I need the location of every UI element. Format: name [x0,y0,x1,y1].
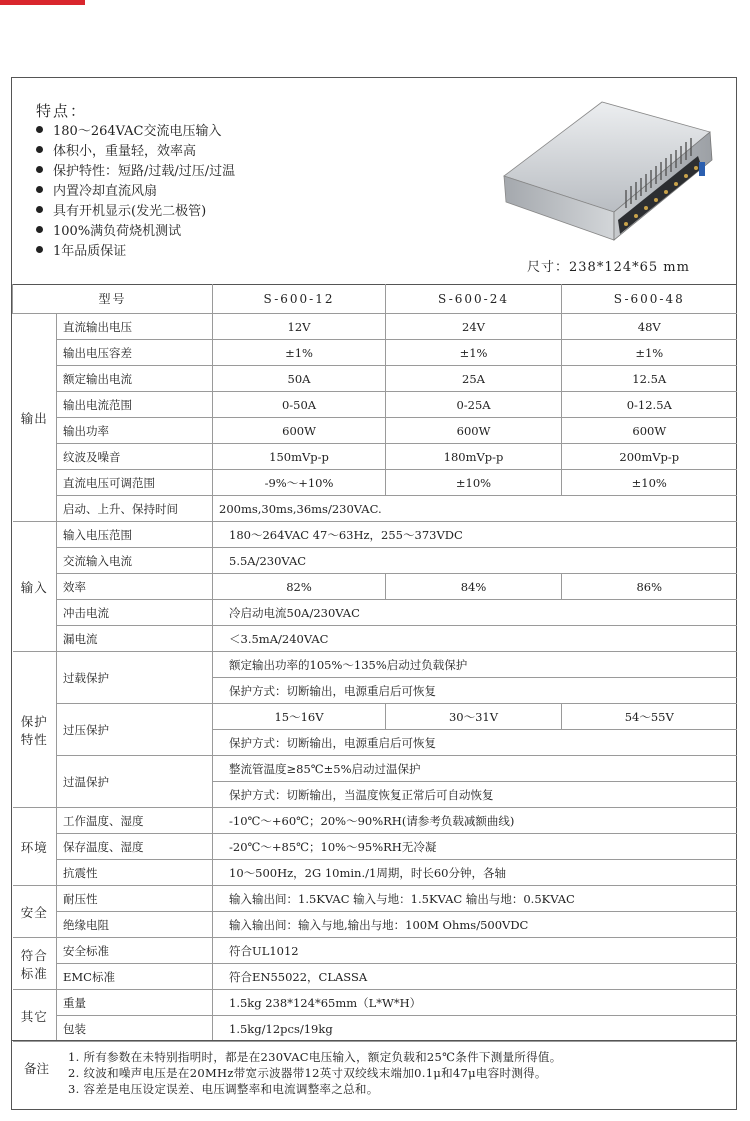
row-label: 工作温度、湿度 [57,808,213,834]
cell-value: ±1% [562,340,737,366]
row-label: 输入电压范围 [57,522,213,548]
table-row [13,496,737,522]
model-name: S-600-48 [562,284,737,314]
table-row [13,938,737,964]
notes-label: 备注 [24,1061,50,1076]
cell-value: 保护方式：切断输出，当温度恢复正常后可自动恢复 [213,782,737,808]
cell-value: 82% [213,574,386,600]
row-label: 交流输入电流 [57,548,213,574]
table-row [13,704,737,730]
row-label: 冲击电流 [57,600,213,626]
cell-value: 86% [562,574,737,600]
cell-value: 200mVp-p [562,444,737,470]
cell-value: 24V [386,314,562,340]
bullet-icon [36,246,43,253]
row-label: 输出电压容差 [57,340,213,366]
feature-item: 保护特性：短路/过载/过压/过温 [36,162,235,182]
row-label: 直流电压可调范围 [57,470,213,496]
table-row [13,600,737,626]
table-row [13,366,737,392]
cell-value: ±10% [562,470,737,496]
spec-table [12,284,737,1042]
cell-value: 冷启动电流50A/230VAC [213,600,737,626]
table-row [13,548,737,574]
cell-value: 25A [386,366,562,392]
model-name: S-600-12 [213,284,386,314]
row-label: 重量 [57,990,213,1016]
bullet-icon [36,206,43,213]
row-label: 额定输出电流 [57,366,213,392]
table-row [13,808,737,834]
cell-value: 10～500Hz，2G 10min./1周期，时长60分钟，各轴 [213,860,737,886]
cell-value: 保护方式：切断输出，电源重启后可恢复 [213,730,737,756]
table-row [13,392,737,418]
features-section [12,78,736,285]
row-label: 安全标准 [57,938,213,964]
bullet-icon [36,146,43,153]
cell-value: ±1% [213,340,386,366]
features-title: 特点： [36,102,88,120]
cell-value: 200ms,30ms,36ms/230VAC. [213,496,737,522]
table-row [13,444,737,470]
cell-value: 50A [213,366,386,392]
bullet-icon [36,166,43,173]
top-accent-strip [0,0,85,5]
group-input: 输入 [13,522,57,652]
group-protection: 保护特性 [13,652,57,808]
row-label: 纹波及噪音 [57,444,213,470]
cell-value: 12.5A [562,366,737,392]
table-row [13,834,737,860]
row-label: 效率 [57,574,213,600]
cell-value: 额定输出功率的105%～135%启动过负载保护 [213,652,737,678]
bullet-icon [36,226,43,233]
cell-value: 符合UL1012 [213,938,737,964]
table-row [13,626,737,652]
table-row [13,574,737,600]
cell-value: 保护方式：切断输出，电源重启后可恢复 [213,678,737,704]
cell-value: 48V [562,314,737,340]
cell-value: 1.5kg/12pcs/19kg [213,1016,737,1042]
cell-value: 0-50A [213,392,386,418]
table-row [13,990,737,1016]
group-compliance: 符合标准 [13,938,57,990]
cell-value: ＜3.5mA/240VAC [213,626,737,652]
cell-value: 12V [213,314,386,340]
feature-item: 具有开机显示(发光二极管) [36,202,235,222]
cell-value: ±10% [386,470,562,496]
model-name: S-600-24 [386,284,562,314]
group-other: 其它 [13,990,57,1042]
cell-value: 输入输出间：输入与地,输出与地：100M Ohms/500VDC [213,912,737,938]
cell-value: 0-12.5A [562,392,737,418]
cell-value: 600W [386,418,562,444]
feature-item: 100%满负荷烧机测试 [36,222,235,242]
row-label: 输出电流范围 [57,392,213,418]
spec-sheet [11,77,737,1110]
bullet-icon [36,126,43,133]
row-label: 输出功率 [57,418,213,444]
model-header-row [13,284,737,314]
feature-item: 体积小，重量轻，效率高 [36,142,235,162]
cell-value: 84% [386,574,562,600]
note-item: 3. 容差是电压设定误差、电压调整率和电流调整率之总和。 [68,1082,379,1096]
feature-item: 1年品质保证 [36,242,235,262]
cell-value: 输入输出间：1.5KVAC 输入与地：1.5KVAC 输出与地：0.5KVAC [213,886,737,912]
table-row [13,860,737,886]
dimensions-caption: 尺寸：238*124*65 mm [527,260,690,275]
cell-value: -10℃～+60℃；20%～90%RH(请参考负载减额曲线) [213,808,737,834]
table-row [13,418,737,444]
cell-value: 54～55V [562,704,737,730]
cell-value: 5.5A/230VAC [213,548,737,574]
features-list [36,122,235,262]
feature-item: 内置冷却直流风扇 [36,182,235,202]
table-row [13,340,737,366]
cell-value: 符合EN55022，CLASSA [213,964,737,990]
cell-value: 0-25A [386,392,562,418]
cell-value: -20℃～+85℃；10%～95%RH无冷凝 [213,834,737,860]
table-row [13,964,737,990]
cell-value: 180mVp-p [386,444,562,470]
power-supply-image [502,90,714,242]
cell-value: 150mVp-p [213,444,386,470]
row-label: 过载保护 [57,652,213,704]
cell-value: 180～264VAC 47～63Hz，255～373VDC [213,522,737,548]
table-row [13,886,737,912]
table-row [13,470,737,496]
row-label: 启动、上升、保持时间 [57,496,213,522]
group-environment: 环境 [13,808,57,886]
row-label: 绝缘电阻 [57,912,213,938]
note-item: 2. 纹波和噪声电压是在20MHz带宽示波器带12英寸双绞线末端加0.1μ和47μ电容时测得。 [68,1066,547,1080]
row-label: 过温保护 [57,756,213,808]
row-label: 漏电流 [57,626,213,652]
row-label: 抗震性 [57,860,213,886]
row-label: 耐压性 [57,886,213,912]
cell-value: -9%～+10% [213,470,386,496]
model-label: 型号 [13,284,213,314]
table-row [13,756,737,782]
cell-value: 15～16V [213,704,386,730]
table-row [13,522,737,548]
cell-value: 30～31V [386,704,562,730]
note-item: 1. 所有参数在未特别指明时，都是在230VAC电压输入，额定负载和25℃条件下测量所得值。 [68,1050,562,1064]
table-row [13,1016,737,1042]
cell-value: ±1% [386,340,562,366]
bullet-icon [36,186,43,193]
row-label: 过压保护 [57,704,213,756]
table-row [13,652,737,678]
table-row [13,912,737,938]
row-label: EMC标准 [57,964,213,990]
notes-list [68,1049,562,1097]
cell-value: 整流管温度≥85℃±5%启动过温保护 [213,756,737,782]
row-label: 直流输出电压 [57,314,213,340]
group-safety: 安全 [13,886,57,938]
feature-item: 180～264VAC交流电压输入 [36,122,235,142]
row-label: 保存温度、湿度 [57,834,213,860]
notes-section [12,1040,736,1111]
cell-value: 600W [562,418,737,444]
table-row [13,314,737,340]
cell-value: 600W [213,418,386,444]
group-output: 输出 [13,314,57,522]
row-label: 包装 [57,1016,213,1042]
cell-value: 1.5kg 238*124*65mm（L*W*H） [213,990,737,1016]
